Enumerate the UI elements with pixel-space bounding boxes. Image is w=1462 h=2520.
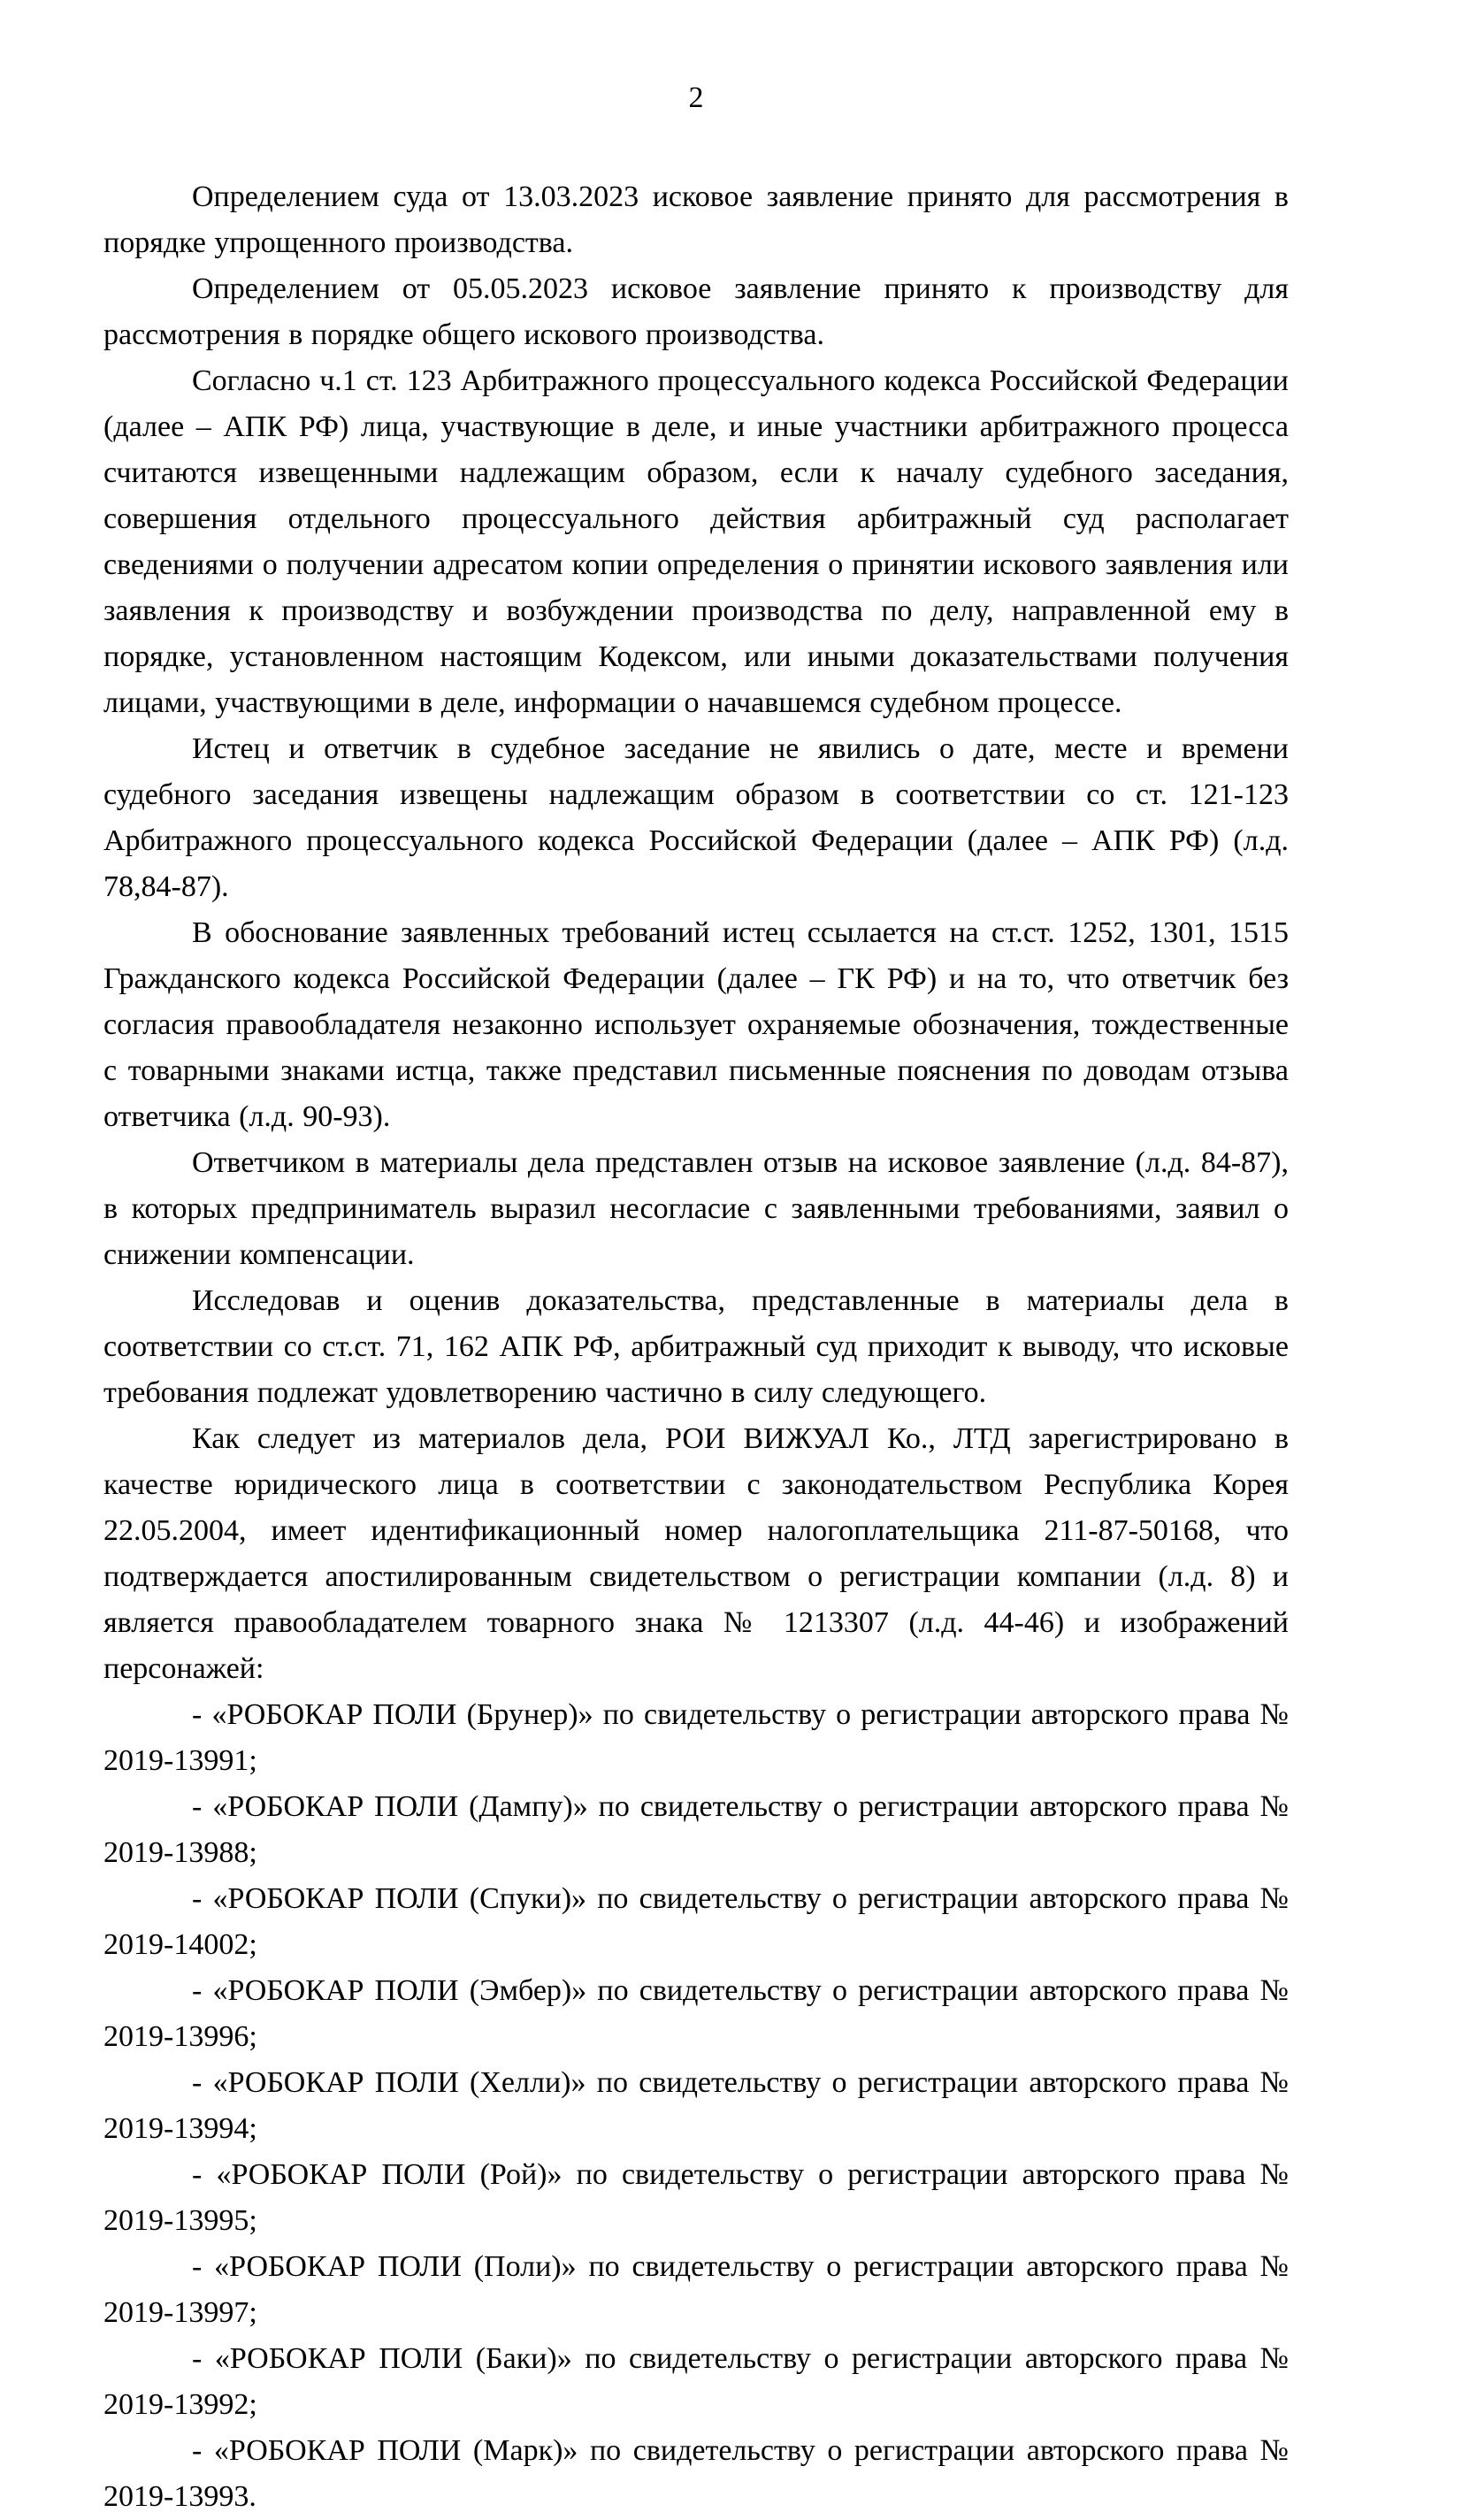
- list-item-character-mark: - «РОБОКАР ПОЛИ (Марк)» по свидетельству о регистрации авторского права № 2019-13993.: [103, 2434, 1289, 2513]
- paragraph-defendant-response: Ответчиком в материалы дела представлен отзыв на исковое заявление (л.д. 84-87), в которых предприниматель выразил несогласие с заявленными требованиями, заявил о снижении компенсации.: [103, 1146, 1289, 1271]
- list-item-character-dampu: - «РОБОКАР ПОЛИ (Дампу)» по свидетельству о регистрации авторского права № 2019-13988;: [103, 1790, 1289, 1869]
- page-number: 2: [688, 81, 704, 114]
- paragraph-plaintiff-registration: Как следует из материалов дела, РОИ ВИЖУАЛ Ко., ЛТД зарегистрировано в качестве юридического лица в соответствии с законодательством Республика Корея 22.05.2004, имеет идентификационный номер налогоплательщика 211-87-50168, что подтверждается апостилированным свидетельством о регистрации компании (л.д. 8) и является правообладателем товарного знака № 1213307 (л.д. 44-46) и изображений персонажей:: [103, 1422, 1289, 1685]
- list-item-character-helli: - «РОБОКАР ПОЛИ (Хелли)» по свидетельству о регистрации авторского права № 2019-13994;: [103, 2066, 1289, 2145]
- paragraph-parties-notified: Истец и ответчик в судебное заседание не явились о дате, месте и времени судебного заседания извещены надлежащим образом в соответствии со ст. 121-123 Арбитражного процессуального кодекса Российской Федерации (далее – АПК РФ) (л.д. 78,84-87).: [103, 732, 1289, 903]
- list-item-character-bruner: - «РОБОКАР ПОЛИ (Брунер)» по свидетельству о регистрации авторского права № 2019-13991;: [103, 1698, 1289, 1777]
- paragraph-apk-rf-article-123: Согласно ч.1 ст. 123 Арбитражного процессуального кодекса Российской Федерации (далее – АПК РФ) лица, участвующие в деле, и иные участники арбитражного процесса считаются извещенными надлежащим образом, если к началу судебного заседания, совершения отдельного процессуального действия арбитражный суд располагает сведениями о получении адресатом копии определения о принятии искового заявления или заявления к производству и возбуждении производства по делу, направленной ему в порядке, установленном настоящим Кодексом, или иными доказательствами получения лицами, участвующими в деле, информации о начавшемся судебном процессе.: [103, 364, 1289, 719]
- paragraph-claim-grounds: В обоснование заявленных требований истец ссылается на ст.ст. 1252, 1301, 1515 Гражданского кодекса Российской Федерации (далее – ГК РФ) и на то, что ответчик без согласия правообладателя незаконно использует охраняемые обозначения, тождественные с товарными знаками истца, также представил письменные пояснения по доводам отзыва ответчика (л.д. 90-93).: [103, 916, 1289, 1133]
- list-item-character-poli: - «РОБОКАР ПОЛИ (Поли)» по свидетельству о регистрации авторского права № 2019-13997;: [103, 2250, 1289, 2329]
- paragraph-ruling-simplified-procedure: Определением суда от 13.03.2023 исковое заявление принято для рассмотрения в порядке упрощенного производства.: [103, 180, 1289, 259]
- list-item-character-ember: - «РОБОКАР ПОЛИ (Эмбер)» по свидетельству о регистрации авторского права № 2019-13996;: [103, 1974, 1289, 2053]
- paragraph-court-conclusion: Исследовав и оценив доказательства, представленные в материалы дела в соответствии со ст.ст. 71, 162 АПК РФ, арбитражный суд приходит к выводу, что исковые требования подлежат удовлетворению частично в силу следующего.: [103, 1284, 1289, 1409]
- list-item-character-spuki: - «РОБОКАР ПОЛИ (Спуки)» по свидетельству о регистрации авторского права № 2019-14002;: [103, 1882, 1289, 1961]
- list-item-character-baki: - «РОБОКАР ПОЛИ (Баки)» по свидетельству о регистрации авторского права № 2019-13992;: [103, 2342, 1289, 2421]
- document-body: [103, 174, 1289, 2520]
- list-item-character-roy: - «РОБОКАР ПОЛИ (Рой)» по свидетельству о регистрации авторского права № 2019-13995;: [103, 2158, 1289, 2237]
- paragraph-ruling-general-procedure: Определением от 05.05.2023 исковое заявление принято к производству для рассмотрения в порядке общего искового производства.: [103, 272, 1289, 351]
